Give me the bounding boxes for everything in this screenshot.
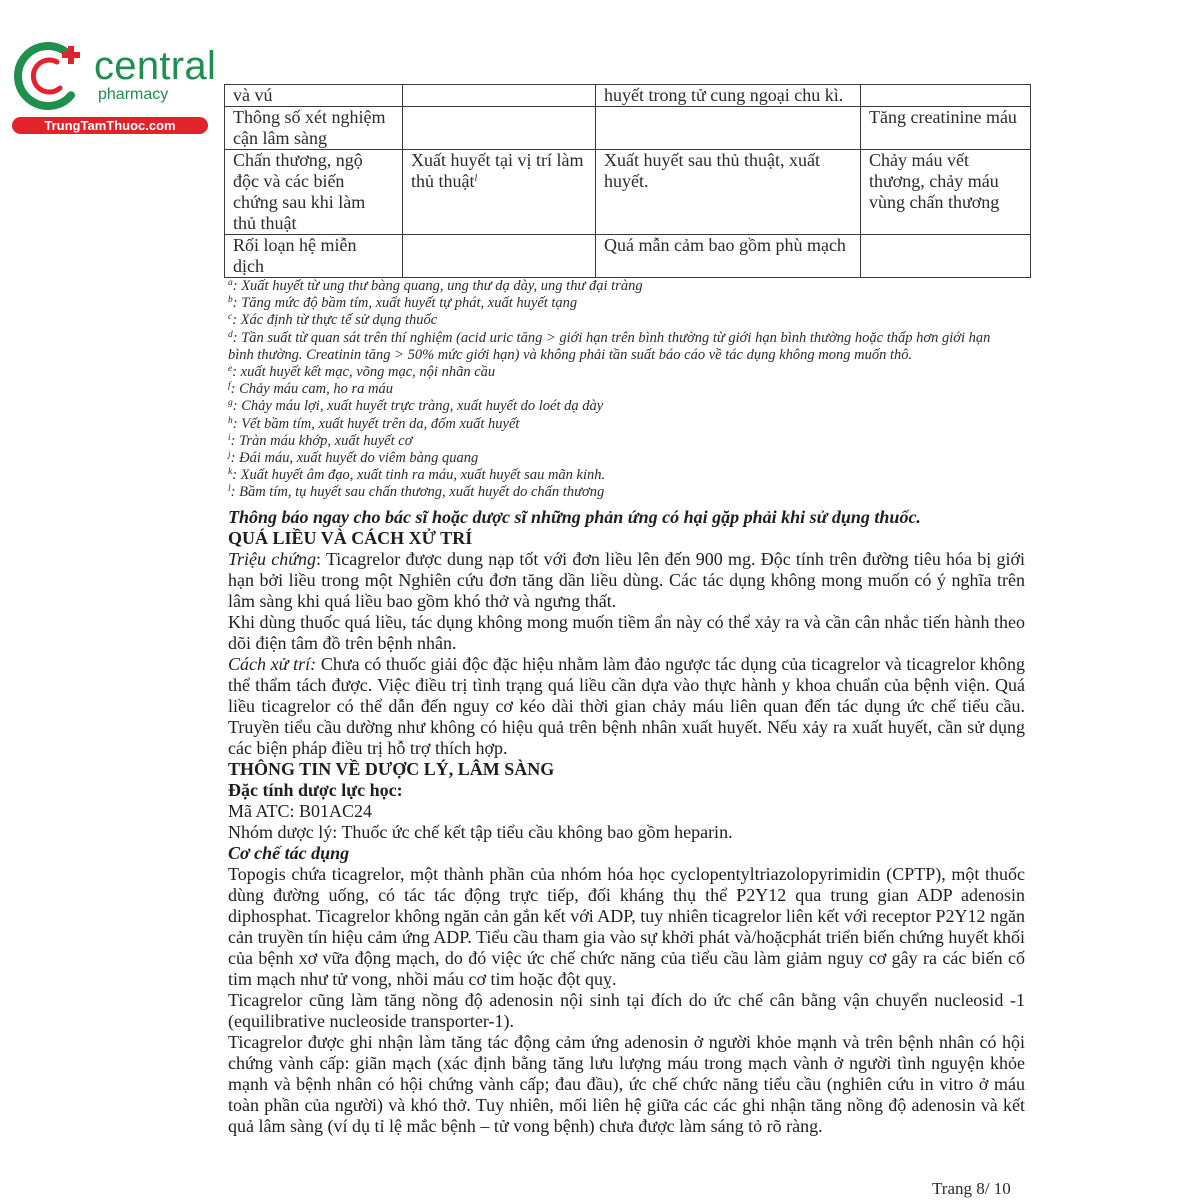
footnote-j — [228, 450, 1004, 467]
mechanism-paragraph: Ticagrelor cũng làm tăng nồng độ adenosin nội sinh tại đích do ức chế cân bằng vận chuyển nucleosid -1 (equilibrative nucleoside transporter-1). — [228, 990, 1025, 1031]
table-cell — [403, 107, 596, 150]
table-cell: huyết trong tử cung ngoại chu kì. — [596, 85, 861, 107]
table-footnotes — [228, 278, 1004, 502]
footnote-text: : Đái máu, xuất huyết do viêm bàng quang — [230, 450, 479, 467]
central-pharmacy-logo-icon — [8, 36, 88, 116]
footnote-k — [228, 467, 1004, 484]
logo-tagline: pharmacy — [98, 86, 169, 103]
footnote-g — [228, 398, 1004, 415]
mechanism-paragraph: Topogis chứa ticagrelor, một thành phần của nhóm hóa học cyclopentyltriazolopyrimidin (CPTP), một thuốc dùng đường uống, có tác tác động trực tiếp, đối kháng thụ thể P2Y12 qua trung gian ADP adenosin diphosphat. Ticagrelor không ngăn cản gắn kết với ADP, tuy nhiên ticagrelor liên kết với receptor P2Y12 ngăn cản truyền tín hiệu cảm ứng ADP. Tiểu cầu tham gia vào sự khởi phát và/hoặcphát triển biến chứng huyết khối của bệnh xơ vữa động mạch, do đó việc ức chế chức năng của tiểu cầu làm giảm nguy cơ gây ra các biến cố tim mạch như tử vong, nhồi máu cơ tim hoặc đột quỵ. — [228, 864, 1025, 989]
atc-code: Mã ATC: B01AC24 — [228, 801, 373, 821]
footnote-text: : xuất huyết kết mạc, võng mạc, nội nhãn cầu — [232, 364, 496, 381]
table-cell — [403, 235, 596, 278]
table-cell — [403, 85, 596, 107]
footnote-i — [228, 433, 1004, 450]
footnote-marker: c — [228, 312, 233, 323]
table-cell: Chảy máu vết thương, chảy máu vùng chấn thương — [861, 150, 1031, 235]
footnote-text: : Xuất huyết âm đạo, xuất tinh ra máu, xuất huyết sau mãn kinh. — [232, 467, 606, 484]
footnote-f — [228, 381, 1004, 398]
footnote-reference: l — [474, 173, 478, 184]
overdose-monitoring-paragraph: Khi dùng thuốc quá liều, tác dụng không mong muốn tiềm ẩn này có thể xảy ra và cần cân nhắc tiến hành theo dõi điện tâm đồ trên bệnh nhân. — [228, 612, 1025, 653]
footnote-b — [228, 295, 1004, 312]
table-cell: Quá mẫn cảm bao gồm phù mạch — [596, 235, 861, 278]
footnote-text: : Chảy máu cam, ho ra máu — [230, 381, 393, 398]
table-cell: Thông số xét nghiệm cận lâm sàng — [225, 107, 403, 150]
footnote-e — [228, 364, 1004, 381]
footnote-text: : Bầm tím, tụ huyết sau chấn thương, xuất huyết do chấn thương — [230, 484, 605, 501]
footnote-text: : Xác định từ thực tế sử dụng thuốc — [232, 312, 438, 329]
table-cell: Xuất huyết sau thủ thuật, xuất huyết. — [596, 150, 861, 235]
document-body — [228, 507, 1025, 1137]
table-cell: và vú — [225, 85, 403, 107]
footnote-marker: l — [228, 484, 231, 495]
footnote-a — [228, 278, 1004, 295]
treatment-label: Cách xử trí: — [228, 654, 317, 674]
table-cell: Rối loạn hệ miễn dịch — [225, 235, 403, 278]
footnote-marker: e — [228, 364, 233, 375]
footnote-d — [228, 330, 1004, 364]
table-cell-text: Xuất huyết tại vị trí làm thủ thuật — [411, 150, 584, 191]
mechanism-heading: Cơ chế tác dụng — [228, 843, 350, 863]
overdose-treatment-paragraph — [228, 654, 1025, 759]
footnote-marker: j — [228, 450, 231, 461]
footnote-text: : Tràn máu khớp, xuất huyết cơ — [230, 432, 413, 449]
table-cell — [596, 107, 861, 150]
footnote-c — [228, 312, 1004, 329]
footnote-marker: i — [228, 432, 231, 443]
pharmacodynamics-heading: Đặc tính dược lực học: — [228, 780, 403, 800]
mechanism-paragraph: Ticagrelor được ghi nhận làm tăng tác động cảm ứng adenosin ở người khỏe mạnh và trên bệnh nhân có hội chứng vành cấp: giãn mạch (xác định bằng tăng lưu lượng máu trong mạch vành ở người tình nguyện khỏe mạnh và bệnh nhân có hội chứng vành cấp; đau đầu), ức chế chức năng tiểu cầu (nghiên cứu in vitro ở máu toàn phần của người) và khó thở. Tuy nhiên, mối liên hệ giữa các các ghi nhận tăng nồng độ adenosin và kết quả lâm sàng (ví dụ tỉ lệ mắc bệnh – tử vong bệnh) chưa được làm sáng tỏ rõ ràng. — [228, 1032, 1025, 1136]
treatment-text: Chưa có thuốc giải độc đặc hiệu nhằm làm đảo ngược tác dụng của ticagrelor và ticagrelor không thể thẩm tách được. Việc điều trị tình trạng quá liều cần dựa vào thực hành y khoa chuẩn của bệnh viện. Quá liều ticagrelor có thể dẫn đến nguy cơ kéo dài thời gian chảy máu liên quan đến tác dụng ức chế tiểu cầu. Truyền tiểu cầu dường như không có hiệu quả trên bệnh nhân xuất huyết. Nếu xảy ra xuất huyết, cần sử dụng các biện pháp điều trị hỗ trợ thích hợp. — [228, 654, 1026, 758]
table-cell: Chấn thương, ngộ độc và các biến chứng sau khi làm thủ thuật — [225, 150, 403, 235]
adverse-reaction-report-notice: Thông báo ngay cho bác sĩ hoặc dược sĩ những phản ứng có hại gặp phải khi sử dụng thuốc. — [228, 507, 921, 527]
overdose-symptoms-paragraph — [228, 549, 1025, 612]
table-row — [225, 85, 1031, 107]
table-cell — [861, 235, 1031, 278]
footnote-marker: h — [228, 415, 233, 426]
footnote-text: : Chảy máu lợi, xuất huyết trực tràng, xuất huyết do loét dạ dày — [232, 398, 604, 415]
pharmacology-heading: THÔNG TIN VỀ DƯỢC LÝ, LÂM SÀNG — [228, 759, 555, 779]
adverse-effects-table — [224, 84, 1031, 278]
logo-website-badge: TrungTamThuoc.com — [12, 117, 208, 134]
table-cell — [403, 150, 596, 235]
footnote-marker: b — [228, 295, 233, 306]
footnote-text: : Tăng mức độ bầm tím, xuất huyết tự phát, xuất huyết tạng — [232, 295, 578, 312]
symptoms-label: Triệu chứng — [228, 549, 317, 569]
footnote-marker: f — [228, 381, 231, 392]
footnote-marker: a — [228, 278, 233, 288]
footnote-marker: g — [228, 398, 233, 409]
footnote-marker: d — [228, 329, 233, 340]
pharmacy-logo — [8, 34, 217, 138]
footnote-l — [228, 484, 1004, 501]
table-cell: Tăng creatinine máu — [861, 107, 1031, 150]
table-row — [225, 107, 1031, 150]
table-cell — [861, 85, 1031, 107]
footnote-h — [228, 416, 1004, 433]
drug-group: Nhóm dược lý: Thuốc ức chế kết tập tiểu cầu không bao gồm heparin. — [228, 822, 733, 842]
footnote-text: : Tần suất từ quan sát trên thí nghiệm (acid uric tăng > giới hạn trên bình thường từ giới hạn bình thường hoặc thấp hơn giới hạn bình thường. Creatinin tăng > 50% mức giới hạn) và không phải tần suất báo cáo về tác dụng không mong muốn thô. — [228, 329, 991, 363]
footnote-marker: k — [228, 467, 233, 478]
symptoms-text: : Ticagrelor được dung nạp tốt với đơn liều lên đến 900 mg. Độc tính trên đường tiêu hóa bị giới hạn bởi liều trong một Nghiên cứu đơn tăng dần liều dùng. Các tác dụng không mong muốn có ý nghĩa trên lâm sàng khi quá liều bao gồm khó thở và ngưng thất. — [228, 549, 1025, 611]
footnote-text: : Vết bầm tím, xuất huyết trên da, đốm xuất huyết — [232, 415, 520, 432]
overdose-heading: QUÁ LIỀU VÀ CÁCH XỬ TRÍ — [228, 528, 473, 548]
footnote-text: : Xuất huyết từ ung thư bàng quang, ung thư dạ dày, ung thư đại tràng — [232, 278, 643, 294]
page-number: Trang 8/ 10 — [932, 1179, 1011, 1198]
logo-brand-name: central — [94, 44, 217, 88]
table-row — [225, 235, 1031, 278]
table-row — [225, 150, 1031, 235]
